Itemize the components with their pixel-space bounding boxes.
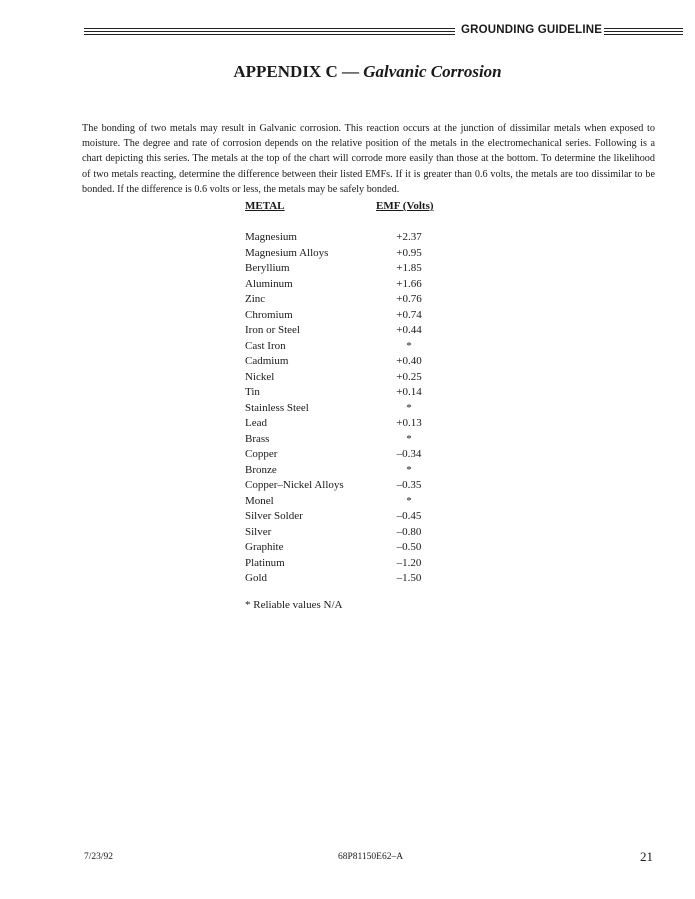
metal-name: Zinc: [245, 293, 266, 305]
emf-value: +0.44: [396, 324, 422, 336]
emf-value: –1.20: [396, 556, 422, 569]
table-row: [245, 308, 465, 324]
table-row: [245, 432, 465, 448]
emf-value: +1.66: [396, 277, 422, 290]
page-header: [84, 25, 683, 39]
page-title-main: APPENDIX C —: [233, 62, 364, 81]
metal-name: Nickel: [245, 370, 275, 383]
metal-name: Cadmium: [245, 355, 289, 367]
table-row: [245, 385, 465, 401]
metal-name: Monel: [245, 494, 274, 507]
emf-value: +0.13: [396, 417, 422, 429]
emf-value: –0.34: [396, 448, 422, 460]
table-row: [245, 339, 465, 355]
emf-value: *: [406, 339, 412, 352]
emf-value: +2.37: [396, 231, 422, 243]
table-row: [245, 525, 465, 541]
metal-name: Gold: [245, 572, 267, 584]
page-title: [0, 62, 695, 82]
table-row: [245, 261, 465, 277]
metal-name: Chromium: [245, 308, 293, 321]
column-header-emf: EMF (Volts): [376, 200, 434, 212]
metal-name: Copper–Nickel Alloys: [245, 479, 344, 491]
header-rule-right: [604, 28, 683, 36]
table-row: [245, 354, 465, 370]
emf-value: *: [406, 401, 412, 414]
emf-value: +0.25: [396, 370, 422, 383]
footer-doc-number: 68P81150E62–A: [338, 852, 404, 862]
header-rule-left: [84, 28, 455, 36]
metal-name: Iron or Steel: [245, 324, 300, 336]
metal-name: Magnesium: [245, 231, 297, 243]
metal-name: Graphite: [245, 541, 284, 553]
footnote: * Reliable values N/A: [245, 599, 343, 611]
emf-value: –0.35: [396, 479, 422, 491]
table-row: [245, 292, 465, 308]
metal-name: Tin: [245, 386, 260, 398]
metal-name: Silver Solder: [245, 510, 303, 522]
table-row: [245, 277, 465, 293]
emf-value: *: [406, 494, 412, 507]
emf-value: +0.74: [396, 308, 422, 321]
intro-paragraph: The bonding of two metals may result in Galvanic corrosion. This reaction occurs at the junction of dissimilar metals when exposed to moisture. The degree and rate of corrosion depends on the relative position of the metals in the electromechanical series. Following is a chart depicting this series. The metals at the top of the chart will corrode more easily than those at the bottom. To determine the likelihood of two metals reacting, determine the difference between their listed EMFs. If it is greater than 0.6 volts, the metals are too dissimilar to be bonded. If the difference is 0.6 volts or less, the metals may be safely bonded.: [82, 123, 655, 195]
table-row: [245, 556, 465, 572]
metal-name: Platinum: [245, 556, 285, 569]
table-row: [245, 370, 465, 386]
table-row: [245, 478, 465, 494]
table-row: [245, 463, 465, 479]
metal-name: Magnesium Alloys: [245, 246, 329, 259]
table-row: [245, 494, 465, 510]
emf-value: –0.45: [396, 510, 422, 522]
table-body: [245, 230, 465, 587]
footer-date: 7/23/92: [84, 852, 114, 862]
footer-page-number: 21: [640, 849, 653, 864]
metal-name: Lead: [245, 417, 267, 429]
table-row: [245, 323, 465, 339]
metal-name: Aluminum: [245, 277, 293, 290]
page-title-subtitle: Galvanic Corrosion: [363, 62, 502, 81]
table-row: [245, 246, 465, 262]
metal-name: Silver: [245, 525, 272, 538]
emf-value: +1.85: [396, 262, 422, 274]
metal-name: Cast Iron: [245, 339, 286, 352]
emf-value: *: [406, 432, 412, 445]
emf-value: –0.50: [396, 541, 422, 553]
emf-value: +0.95: [396, 246, 422, 259]
emf-value: –1.50: [396, 572, 422, 584]
emf-value: *: [406, 463, 412, 476]
table-row: [245, 571, 465, 587]
table-row: [245, 401, 465, 417]
table-row: [245, 416, 465, 432]
emf-value: +0.40: [396, 355, 422, 367]
table-row: [245, 509, 465, 525]
metal-name: Brass: [245, 432, 270, 445]
table-row: [245, 447, 465, 463]
table-row: [245, 540, 465, 556]
metal-name: Beryllium: [245, 262, 290, 274]
metal-name: Bronze: [245, 463, 277, 476]
emf-value: –0.80: [396, 525, 422, 538]
table-row: [245, 230, 465, 246]
metal-name: Stainless Steel: [245, 401, 309, 414]
emf-value: +0.76: [396, 293, 422, 305]
header-title: GROUNDING GUIDELINE: [461, 24, 603, 36]
metal-name: Copper: [245, 448, 278, 460]
column-header-metal: METAL: [245, 200, 285, 212]
emf-value: +0.14: [396, 386, 422, 398]
